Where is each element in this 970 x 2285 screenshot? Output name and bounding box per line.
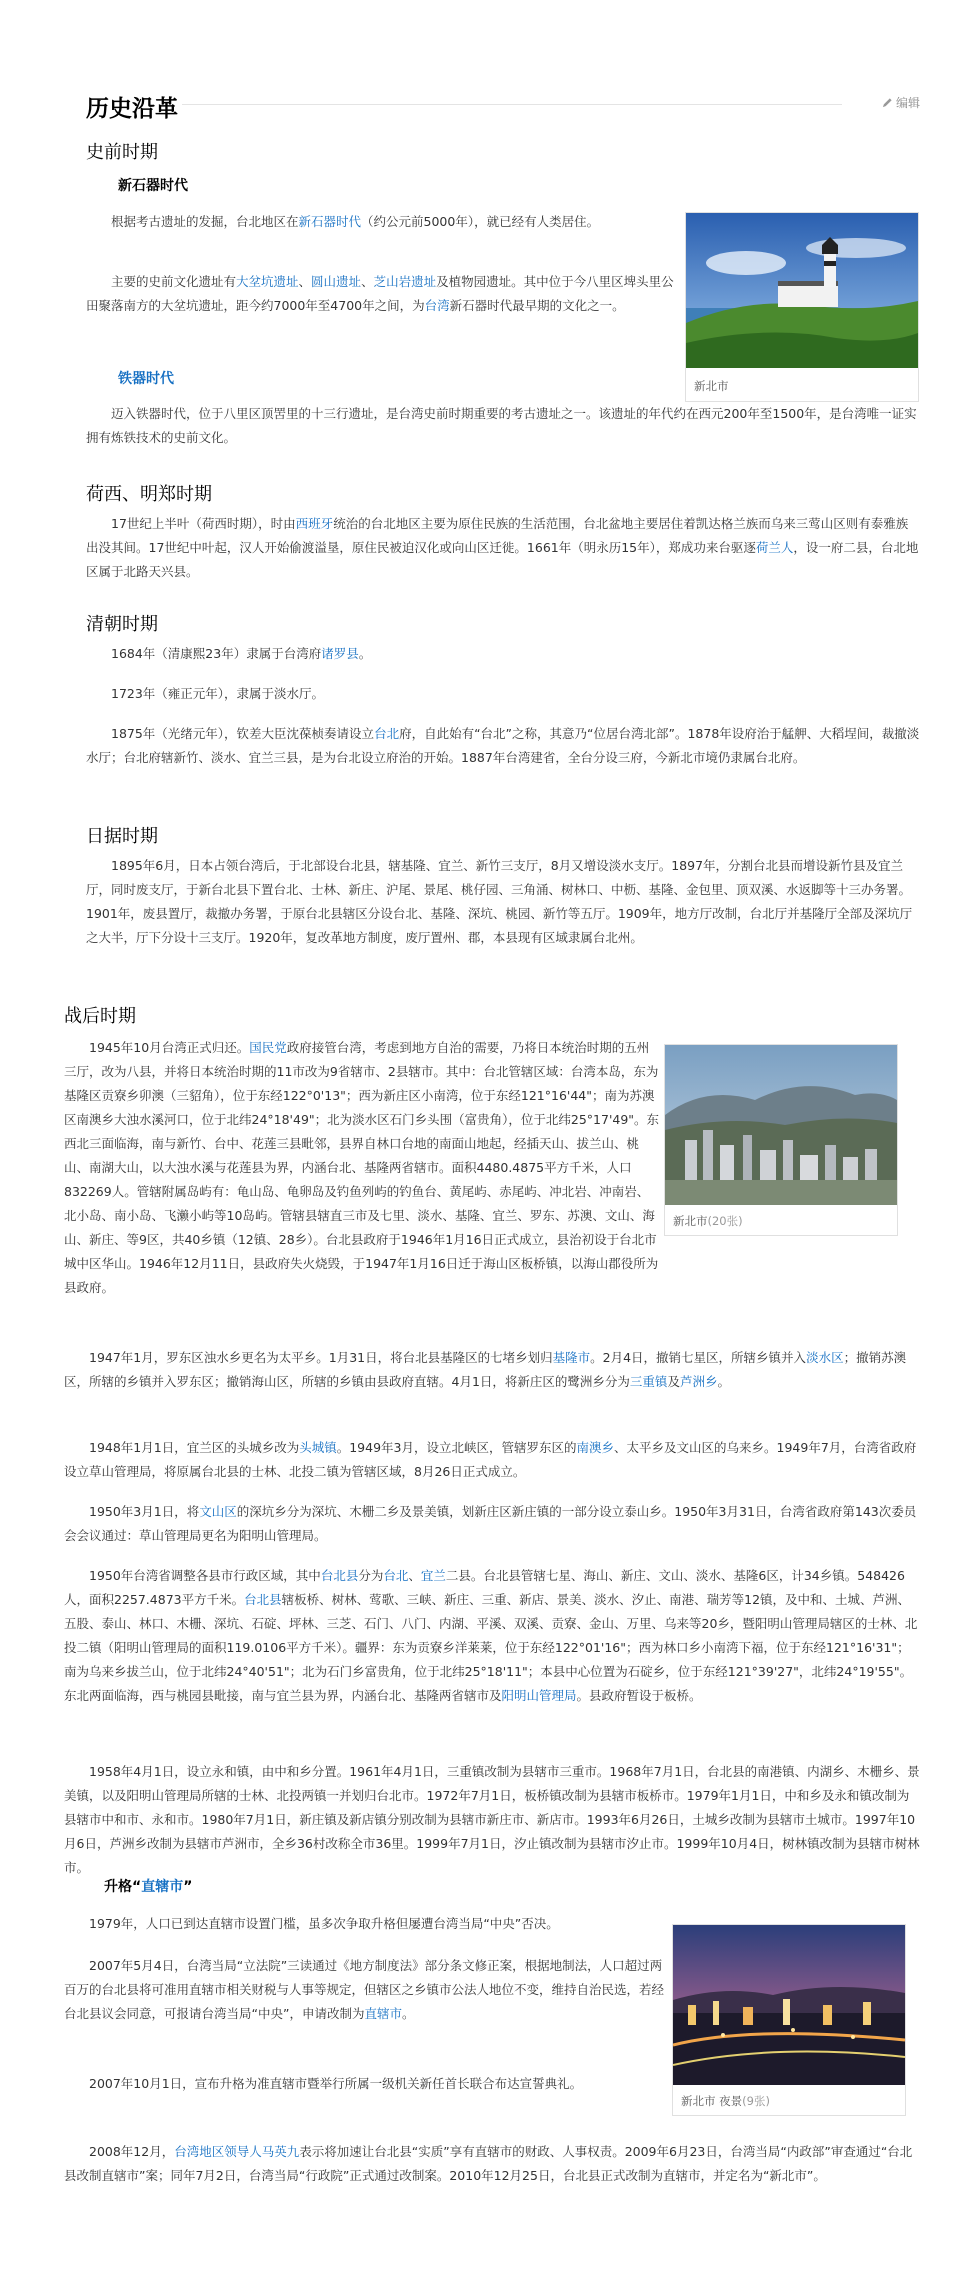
section-title: 历史沿革	[86, 90, 186, 123]
heading-dutch-ming: 荷西、明郑时期	[86, 484, 212, 505]
paragraph-postwar-2: 1947年1月，罗东区浊水乡更名为太平乡。1月31日，将台北县基隆区的七堵乡划归基隆市。2月4日，撤销七星区，所辖乡镇并入淡水区；撤销苏澳区，所辖的乡镇并入罗东区；撤销海山区，所辖的乡镇由县政府直辖。4月1日，将新庄区的鹭洲乡分为三重镇及芦洲乡。	[64, 1350, 907, 1389]
link-dapenkeng[interactable]: 大坌坑遗址	[236, 274, 299, 289]
figure-caption: 新北市(20张)	[673, 1214, 743, 1228]
link-municipality-2[interactable]: 直辖市	[364, 2006, 402, 2021]
lighthouse-image[interactable]	[686, 213, 918, 368]
edit-label: 编辑	[895, 96, 920, 110]
heading-iron-age: 铁器时代	[118, 371, 174, 387]
link-kmt[interactable]: 国民党	[249, 1040, 287, 1055]
link-sanchong[interactable]: 三重镇	[629, 1374, 668, 1389]
link-leader[interactable]: 台湾地区领导人	[174, 2144, 262, 2159]
link-neolithic[interactable]: 新石器时代	[298, 214, 362, 229]
link-yilan[interactable]: 宜兰	[420, 1568, 446, 1583]
link-dutch[interactable]: 荷兰人	[755, 540, 794, 555]
paragraph-postwar-9: 2007年10月1日，宣布升格为准直辖市暨举行所属一级机关新任首长联合布达宣誓典礼。	[89, 2076, 583, 2091]
paragraph-dutch-1: 17世纪上半叶（荷西时期），时由西班牙统治的台北地区主要为原住民族的生活范围，台北盆地主要居住着凯达格兰族而乌来三莺山区则有泰雅族出没其间。17世纪中叶起，汉人开始偷渡溢垦，原住民被迫汉化或向山区迁徙。1661年（明永历15年），郑成功来台驱逐荷兰人，设一府二县，台北地区属于北路天兴县。	[86, 516, 919, 579]
heading-upgrade: 升格“直辖市”	[104, 1879, 193, 1895]
paragraph-postwar-8: 2007年5月4日，台湾当局“立法院”三读通过《地方制度法》部分条文修正案，根据地制法，人口超过两百万的台北县将可准用直辖市相关财税与人事等规定，但辖区之乡镇市公法人地位不变，维持自治民选，若经台北县议会同意，可报请台湾当局“中央”，申请改制为直辖市。	[64, 1958, 665, 2021]
link-taipei-county[interactable]: 台北县	[320, 1568, 359, 1583]
pencil-icon	[882, 97, 893, 108]
link-wenshan[interactable]: 文山区	[199, 1504, 237, 1519]
paragraph-postwar-1: 1945年10月台湾正式归还。国民党政府接管台湾，考虑到地方自治的需要，乃将日本统治时期的五州三厅，改为八县，并将日本统治时期的11市改为9省辖市、2县辖市。其中：台北管辖区域：台湾本岛，东为基隆区贡寮乡卯澳（三貂角），位于东经122°0'13"；西为新庄区小南湾，位于东经121°16'44"；南为苏澳区南澳乡大浊水溪河口，位于北纬24°18'49"；北为淡水区石门乡头围（富贵角），位于北纬25°17'49"。东西北三面临海，南与新竹、台中、花莲三县毗邻，县界自林口台地的南面山地起，经插天山、拔兰山、桃山、南湖大山，以大浊水溪与花莲县为界，内涵台北、基隆两省辖市。面积4480.4875平方千米，人口832269人。管辖附属岛屿有：龟山岛、龟卵岛及钓鱼列屿的钓鱼台、黄尾屿、赤尾屿、冲北岩、冲南岩、北小岛、南小岛、飞濑小屿等10岛屿。管辖县辖直三市及七里、淡水、基隆、宜兰、罗东、苏澳、文山、海山、新庄、等9区，共40乡镇（12镇、28乡）。台北县政府于1946年1月16日正式成立，县治初设于台北市城中区华山。1946年12月11日，县政府失火烧毁，于1947年1月16日迁于海山区板桥镇，以海山郡役所为县政府。	[64, 1040, 660, 1295]
section-divider	[182, 104, 842, 105]
figure-night-view[interactable]	[672, 1924, 906, 2116]
link-yangmingshan[interactable]: 阳明山管理局	[501, 1688, 577, 1703]
city-image[interactable]	[665, 1045, 897, 1205]
link-nanao[interactable]: 南澳乡	[576, 1440, 615, 1455]
link-taipei-city[interactable]: 台北	[383, 1568, 409, 1583]
link-ma-yingjeou[interactable]: 马英九	[261, 2144, 300, 2159]
paragraph-postwar-3: 1948年1月1日，宜兰区的头城乡改为头城镇。1949年3月，设立北峡区，管辖罗东区的南澳乡、太平乡及文山区的乌来乡。1949年7月，台湾省政府设立草山管理局，将原属台北县的士林、北投二镇为管辖区域，8月26日正式成立。	[64, 1440, 917, 1479]
paragraph-qing-2: 1723年（雍正元年），隶属于淡水厅。	[111, 686, 325, 701]
link-taipei-county-2[interactable]: 台北县	[244, 1592, 282, 1607]
figure-lighthouse[interactable]	[685, 212, 919, 402]
paragraph-prehistory-2: 主要的史前文化遗址有大坌坑遗址、圆山遗址、芝山岩遗址及植物园遗址。其中位于今八里区埤头里公田聚落南方的大坌坑遗址，距今约7000年至4700年之间，为台湾新石器时代最早期的文化之一。	[86, 274, 674, 313]
edit-link[interactable]	[882, 94, 920, 111]
paragraph-qing-3: 1875年（光绪元年），钦差大臣沈葆桢奏请设立台北府，自此始有“台北”之称，其意乃“位居台湾北部”。1878年设府治于艋舺、大稻埕间，裁撤淡水厅；台北府辖新竹、淡水、宜兰三县，是为台北设立府治的开始。1887年台湾建省，全台分设三府，今新北市境仍隶属台北府。	[86, 726, 920, 765]
paragraph-postwar-10: 2008年12月，台湾地区领导人马英九表示将加速让台北县“实质”享有直辖市的财政、人事权责。2009年6月23日，台湾当局“内政部”审查通过“台北县改制直辖市”案；同年7月2日，台湾当局“行政院”正式通过改制案。2010年12月25日，台北县正式改制为直辖市，并定名为“新北市”。	[64, 2144, 913, 2183]
heading-qing: 清朝时期	[86, 614, 158, 635]
link-keelung[interactable]: 基隆市	[552, 1350, 591, 1365]
heading-postwar: 战后时期	[64, 1006, 136, 1027]
link-municipality[interactable]: 直辖市	[141, 1879, 184, 1895]
heading-japan: 日据时期	[86, 826, 158, 847]
link-taipei[interactable]: 台北	[374, 726, 400, 741]
link-yuanshan[interactable]: 圆山遗址	[311, 274, 362, 289]
paragraph-postwar-7: 1979年，人口已到达直辖市设置门槛，虽多次争取升格但屡遭台湾当局“中央”否决。	[89, 1916, 559, 1931]
heading-prehistory: 史前时期	[86, 142, 158, 163]
link-zhishanyan[interactable]: 芝山岩遗址	[373, 274, 437, 289]
night-view-image[interactable]	[673, 1925, 905, 2085]
figure-city[interactable]	[664, 1044, 898, 1236]
paragraph-qing-1: 1684年（清康熙23年）隶属于台湾府诸罗县。	[111, 646, 372, 661]
image-count: (9张)	[742, 2094, 770, 2108]
paragraph-postwar-5: 1950年台湾省调整各县市行政区域，其中台北县分为台北、宜兰二县。台北县管辖七星、海山、新庄、文山、淡水、基隆6区，计34乡镇。548426人，面积2257.4873平方千米。台北县辖板桥、树林、莺歌、三峡、新庄、三重、新店、景美、淡水、汐止、南港、瑞芳等12镇，及中和、土城、芦洲、五股、泰山、林口、木栅、深坑、石碇、坪林、三芝、石门、八门、内湖、平溪、双溪、贡寮、金山、万里、乌来等20乡，暨阳明山管理局辖区的士林、北投二镇（阳明山管理局的面积119.0106平方千米）。疆界：东为贡寮乡洋莱莱，位于东经122°01'16"；西为林口乡小南湾下福，位于东经121°16'31"；南为乌来乡拔兰山，位于北纬24°40'51"；北为石门乡富贵角，位于北纬25°18'11"；本县中心位置为石碇乡，位于东经121°39'27"，北纬24°19'55"。东北两面临海，西与桃园县毗接，南与宜兰县为界，内涵台北、基隆两省辖市及阳明山管理局。县政府暂设于板桥。	[64, 1568, 918, 1703]
link-luzhou[interactable]: 芦洲乡	[679, 1374, 718, 1389]
paragraph-prehistory-3: 迈入铁器时代，位于八里区顶罟里的十三行遗址，是台湾史前时期重要的考古遗址之一。该遗址的年代约在西元200年至1500年，是台湾唯一证实拥有炼铁技术的史前文化。	[86, 406, 917, 445]
figure-caption: 新北市	[694, 379, 729, 393]
paragraph-prehistory-1: 根据考古遗址的发掘，台北地区在新石器时代（约公元前5000年），就已经有人类居住。	[111, 214, 600, 229]
paragraph-japan-1: 1895年6月，日本占领台湾后，于北部设台北县，辖基隆、宜兰、新竹三支厅，8月又增设淡水支厅。1897年，分割台北县而增设新竹县及宜兰厅，同时废支厅，于新台北县下置台北、士林、新庄、沪尾、景尾、桃仔园、三角涌、树林口、中枥、基隆、金包里、顶双溪、水返脚等十三办务署。1901年，废县置厅，裁撤办务署，于原台北县辖区分设台北、基隆、深坑、桃园、新竹等五厅。1909年，地方厅改制，台北厅并基隆厅全部及深坑厅之大半，厅下分设十三支厅。1920年，复改革地方制度，废厅置州、郡，本县现有区域隶属台北州。	[86, 858, 913, 945]
link-tamsui[interactable]: 淡水区	[806, 1350, 844, 1365]
link-taiwan[interactable]: 台湾	[424, 298, 450, 313]
heading-neolithic: 新石器时代	[118, 178, 188, 194]
link-toucheng[interactable]: 头城镇	[299, 1440, 337, 1455]
link-spain[interactable]: 西班牙	[295, 516, 334, 531]
section-header	[86, 90, 920, 120]
image-count: (20张)	[707, 1214, 743, 1228]
paragraph-postwar-6: 1958年4月1日，设立永和镇，由中和乡分置。1961年4月1日，三重镇改制为县辖市三重市。1968年7月1日，台北县的南港镇、内湖乡、木栅乡、景美镇，以及阳明山管理局所辖的士林、北投两镇一并划归台北市。1972年7月1日，板桥镇改制为县辖市板桥市。1979年1月1日，中和乡及永和镇改制为县辖市中和市、永和市。1980年7月1日，新庄镇及新店镇分别改制为县辖市新庄市、新店市。1993年6月26日，土城乡改制为县辖市土城市。1997年10月6日，芦洲乡改制为县辖市芦洲市，全乡36村改称全市36里。1999年7月1日，汐止镇改制为县辖市汐止市。1999年10月4日，树林镇改制为县辖市树林市。	[64, 1764, 920, 1875]
figure-caption: 新北市 夜景(9张)	[681, 2094, 770, 2108]
link-zhuluo[interactable]: 诸罗县	[321, 646, 359, 661]
paragraph-postwar-4: 1950年3月1日，将文山区的深坑乡分为深坑、木栅二乡及景美镇，划新庄区新庄镇的一部分设立泰山乡。1950年3月31日，台湾省政府第143次委员会会议通过：草山管理局更名为阳明山管理局。	[64, 1504, 917, 1543]
